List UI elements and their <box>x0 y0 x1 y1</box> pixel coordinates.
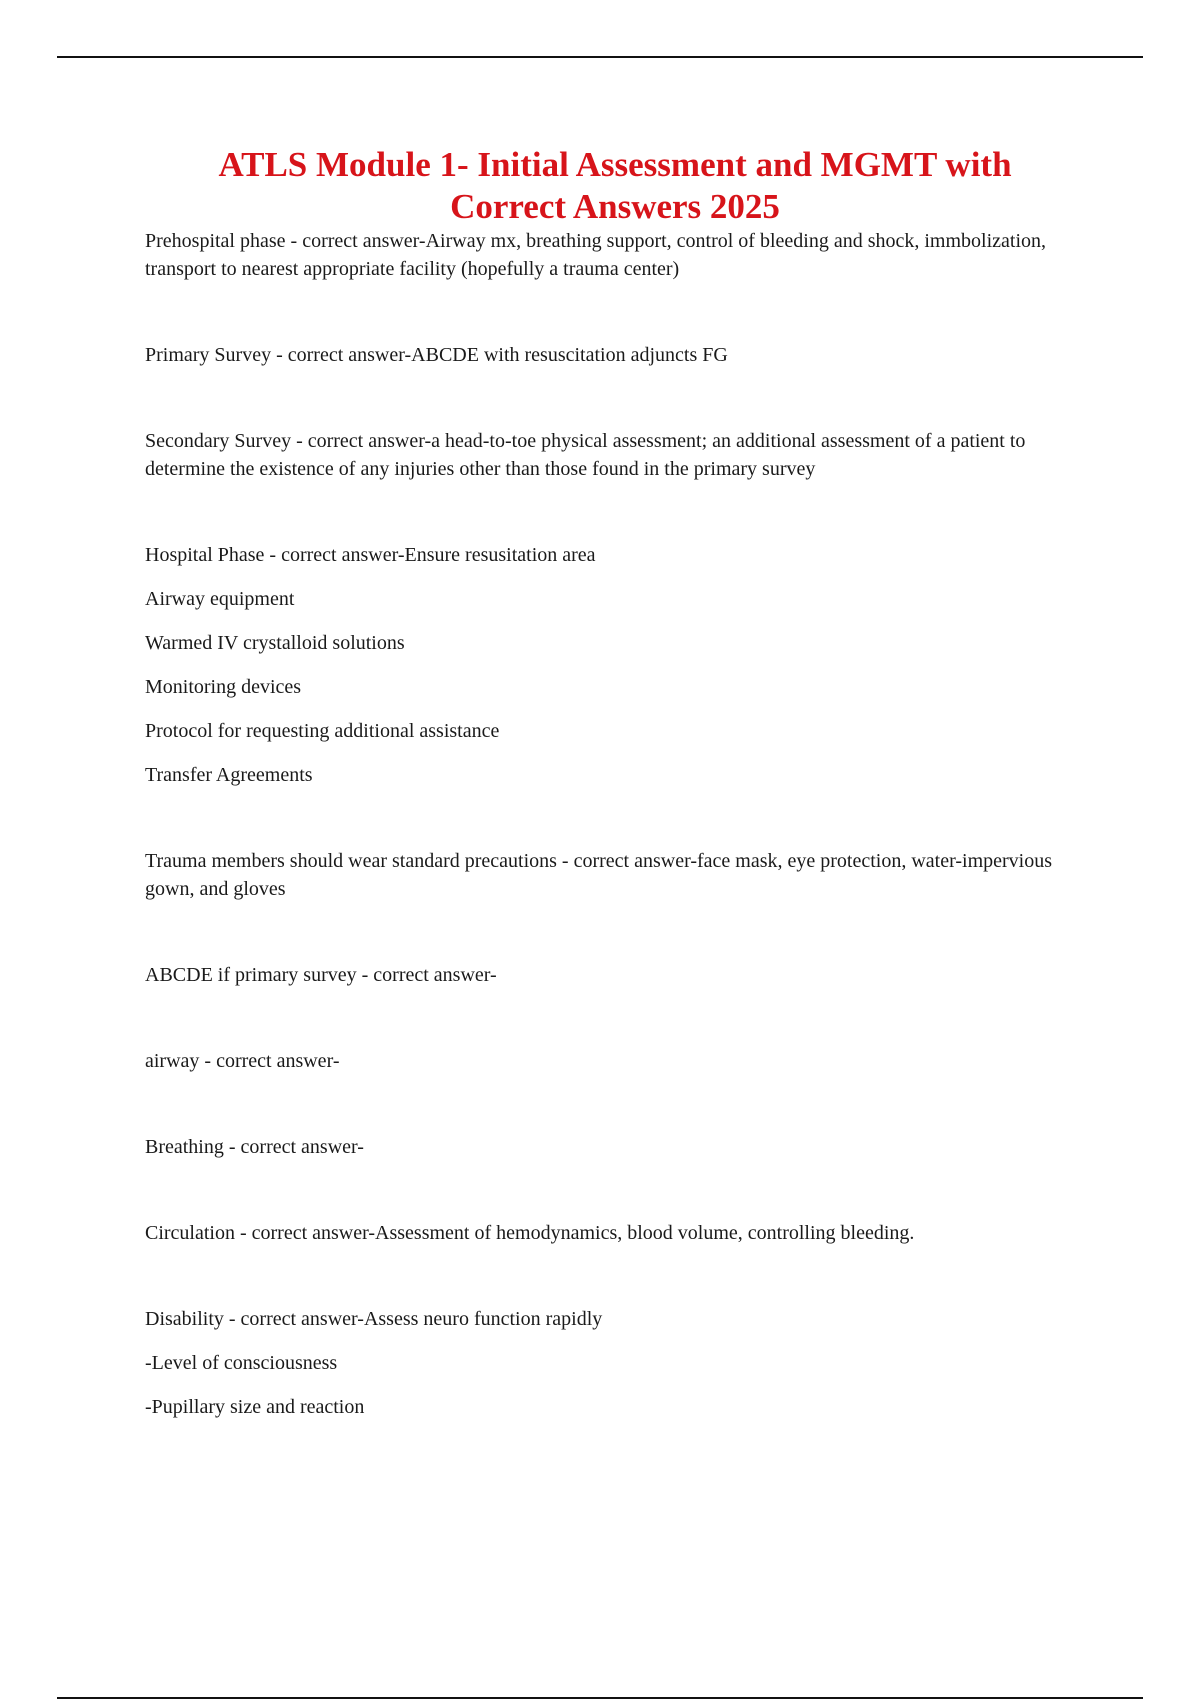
footer-rule <box>57 1697 1143 1699</box>
paragraph-abcde-primary-survey: ABCDE if primary survey - correct answer- <box>145 964 497 986</box>
paragraph-warmed-iv: Warmed IV crystalloid solutions <box>145 632 405 654</box>
paragraph-circulation: Circulation - correct answer-Assessment of hemodynamics, blood volume, controlling bleeding. <box>145 1222 915 1244</box>
paragraph-airway-equipment: Airway equipment <box>145 588 295 610</box>
document-body <box>145 227 1065 1421</box>
paragraph-standard-precautions: Trauma members should wear standard precautions - correct answer-face mask, eye protection, water-impervious gown, and gloves <box>145 850 1053 900</box>
paragraph-disability: Disability - correct answer-Assess neuro function rapidly <box>145 1308 603 1330</box>
paragraph-hospital-phase: Hospital Phase - correct answer-Ensure resusitation area <box>145 544 596 566</box>
paragraph-transfer-agreements: Transfer Agreements <box>145 764 313 786</box>
paragraph-protocol-assistance: Protocol for requesting additional assistance <box>145 720 500 742</box>
header-rule <box>57 56 1143 58</box>
paragraph-primary-survey: Primary Survey - correct answer-ABCDE with resuscitation adjuncts FG <box>145 344 728 366</box>
paragraph-prehospital-phase: Prehospital phase - correct answer-Airway mx, breathing support, control of bleeding and shock, immbolization, transport to nearest appropriate facility (hopefully a trauma center) <box>145 230 1047 280</box>
paragraph-secondary-survey: Secondary Survey - correct answer-a head-to-toe physical assessment; an additional assessment of a patient to determine the existence of any injuries other than those found in the primary survey <box>145 430 1026 480</box>
paragraph-pupillary-size: -Pupillary size and reaction <box>145 1396 365 1418</box>
paragraph-monitoring-devices: Monitoring devices <box>145 676 302 698</box>
paragraph-level-of-consciousness: -Level of consciousness <box>145 1352 338 1374</box>
title-line-2: Correct Answers 2025 <box>450 187 780 226</box>
document-title <box>140 144 1090 228</box>
title-line-1: ATLS Module 1- Initial Assessment and MGMT with <box>218 145 1012 184</box>
paragraph-breathing: Breathing - correct answer- <box>145 1136 364 1158</box>
paragraph-airway: airway - correct answer- <box>145 1050 340 1072</box>
